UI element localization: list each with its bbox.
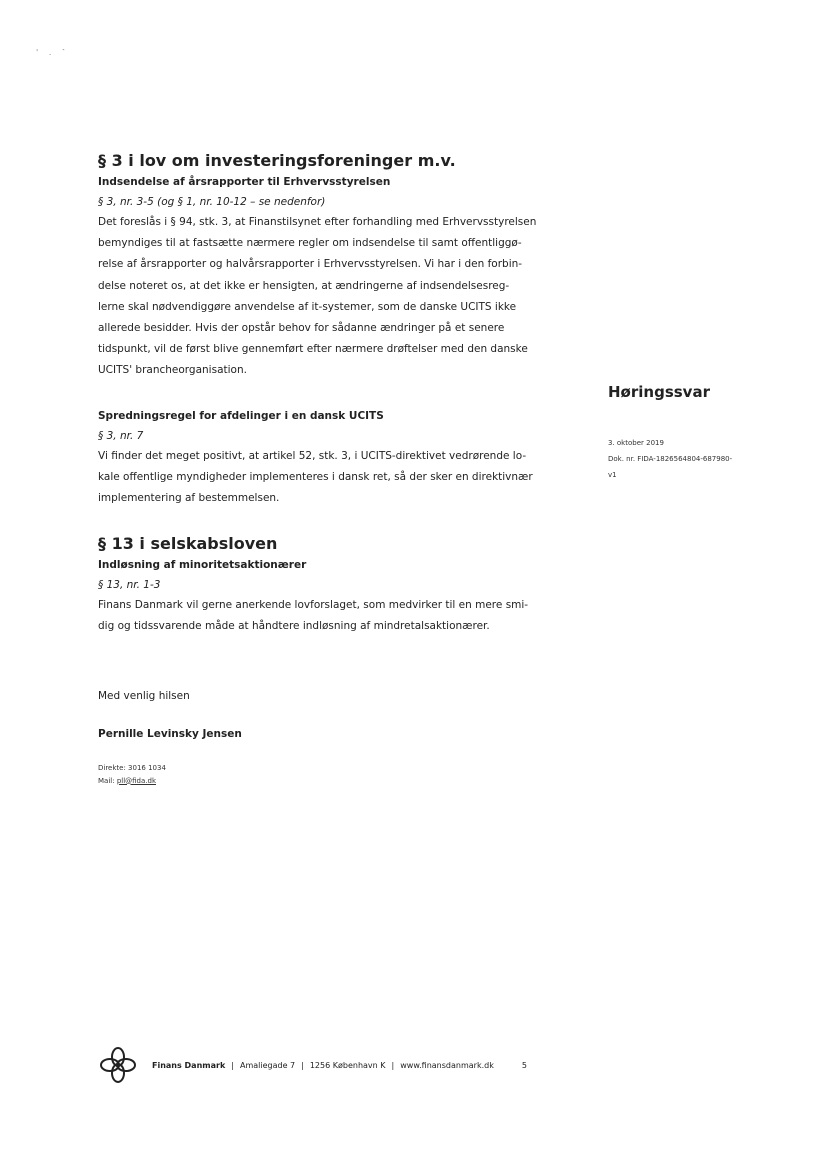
footer-brand: Finans Danmark xyxy=(152,1060,226,1070)
text-line: allerede besidder. Hvis der opstår behov for sådanne ændringer på et senere xyxy=(98,322,505,335)
text-line: lerne skal nødvendiggøre anvendelse af it-systemer, som de danske UCITS ikke xyxy=(98,300,517,313)
paragraph-spredningsregel xyxy=(98,446,568,510)
letter-body xyxy=(98,150,568,788)
footer-address: Amaliegade 7 xyxy=(239,1060,296,1070)
footer-text xyxy=(152,1061,527,1070)
text-line: kale offentlige myndigheder implementeres i dansk ret, så der sker en direktivnær xyxy=(98,470,533,483)
text-line: dig og tidssvarende måde at håndtere indløsning af mindretalsaktionærer. xyxy=(98,620,490,633)
mail-label: Mail: xyxy=(98,776,117,785)
sidebar xyxy=(608,383,778,483)
text-line: Vi finder det meget positivt, at artikel 52, stk. 3, i UCITS-direktivet vedrørende lo- xyxy=(98,449,527,462)
finans-danmark-logo-icon xyxy=(98,1045,138,1085)
paragraph-reference: § 3, nr. 3-5 (og § 1, nr. 10-12 – se nedenfor) xyxy=(98,196,326,208)
contact-mail xyxy=(98,775,568,788)
paragraph-indloesning xyxy=(98,595,568,637)
page-footer xyxy=(98,1044,527,1086)
footer-separator: | xyxy=(391,1060,395,1070)
closing-greeting: Med venlig hilsen xyxy=(98,689,190,702)
paragraph-reference: § 13, nr. 1-3 xyxy=(98,579,161,592)
paragraph-aarsrapporter xyxy=(98,212,568,382)
footer-separator: | xyxy=(301,1060,304,1070)
scan-marks: ' ․ ˺ xyxy=(36,48,69,57)
section-title-selskabsloven: § 13 i selskabsloven xyxy=(98,534,278,554)
subheading-spredningsregel: Spredningsregel for afdelinger i en dansk UCITS xyxy=(98,409,384,422)
text-line: implementering af bestemmelsen. xyxy=(98,492,280,505)
page-number: 5 xyxy=(521,1060,527,1070)
text-line: Det foreslås i § 94, stk. 3, at Finanstilsynet efter forhandling med Erhvervsstyrelsen xyxy=(98,216,537,228)
text-line: tidspunkt, vil de først blive gennemført efter nærmere drøftelser med den danske xyxy=(98,343,528,356)
text-line: relse af årsrapporter og halvårsrapporter i Erhvervsstyrelsen. Vi har i den forbin- xyxy=(98,258,523,271)
footer-website-link[interactable]: www.finansdanmark.dk xyxy=(400,1060,494,1070)
subheading-aarsrapporter: Indsendelse af årsrapporter til Erhvervsstyrelsen xyxy=(98,176,391,188)
document-number: Dok. nr. FIDA-1826564804-687980- xyxy=(608,455,733,463)
text-line: bemyndiges til at fastsætte nærmere regler om indsendelse til samt offentliggø- xyxy=(98,237,522,250)
document-type-title: Høringssvar xyxy=(608,383,710,401)
text-line: Finans Danmark vil gerne anerkende lovforslaget, som medvirker til en mere smi- xyxy=(98,599,529,612)
text-line: delse noteret os, at det ikke er hensigten, at ændringerne af indsendelsesreg- xyxy=(98,279,510,292)
text-line: UCITS' brancheorganisation. xyxy=(98,364,247,377)
document-version: v1 xyxy=(608,471,617,479)
footer-separator: | xyxy=(231,1060,234,1070)
mail-link[interactable]: pll@fida.dk xyxy=(116,776,157,785)
subheading-indloesning: Indløsning af minoritetsaktionærer xyxy=(98,559,307,572)
footer-city: 1256 København K xyxy=(309,1060,386,1070)
document-date: 3. oktober 2019 xyxy=(608,439,664,447)
section-title-investeringsforeninger: § 3 i lov om investeringsforeninger m.v. xyxy=(98,151,456,170)
contact-direct: Direkte: 3016 1034 xyxy=(98,763,166,772)
signer-name: Pernille Levinsky Jensen xyxy=(98,727,242,740)
paragraph-reference: § 3, nr. 7 xyxy=(98,429,144,442)
